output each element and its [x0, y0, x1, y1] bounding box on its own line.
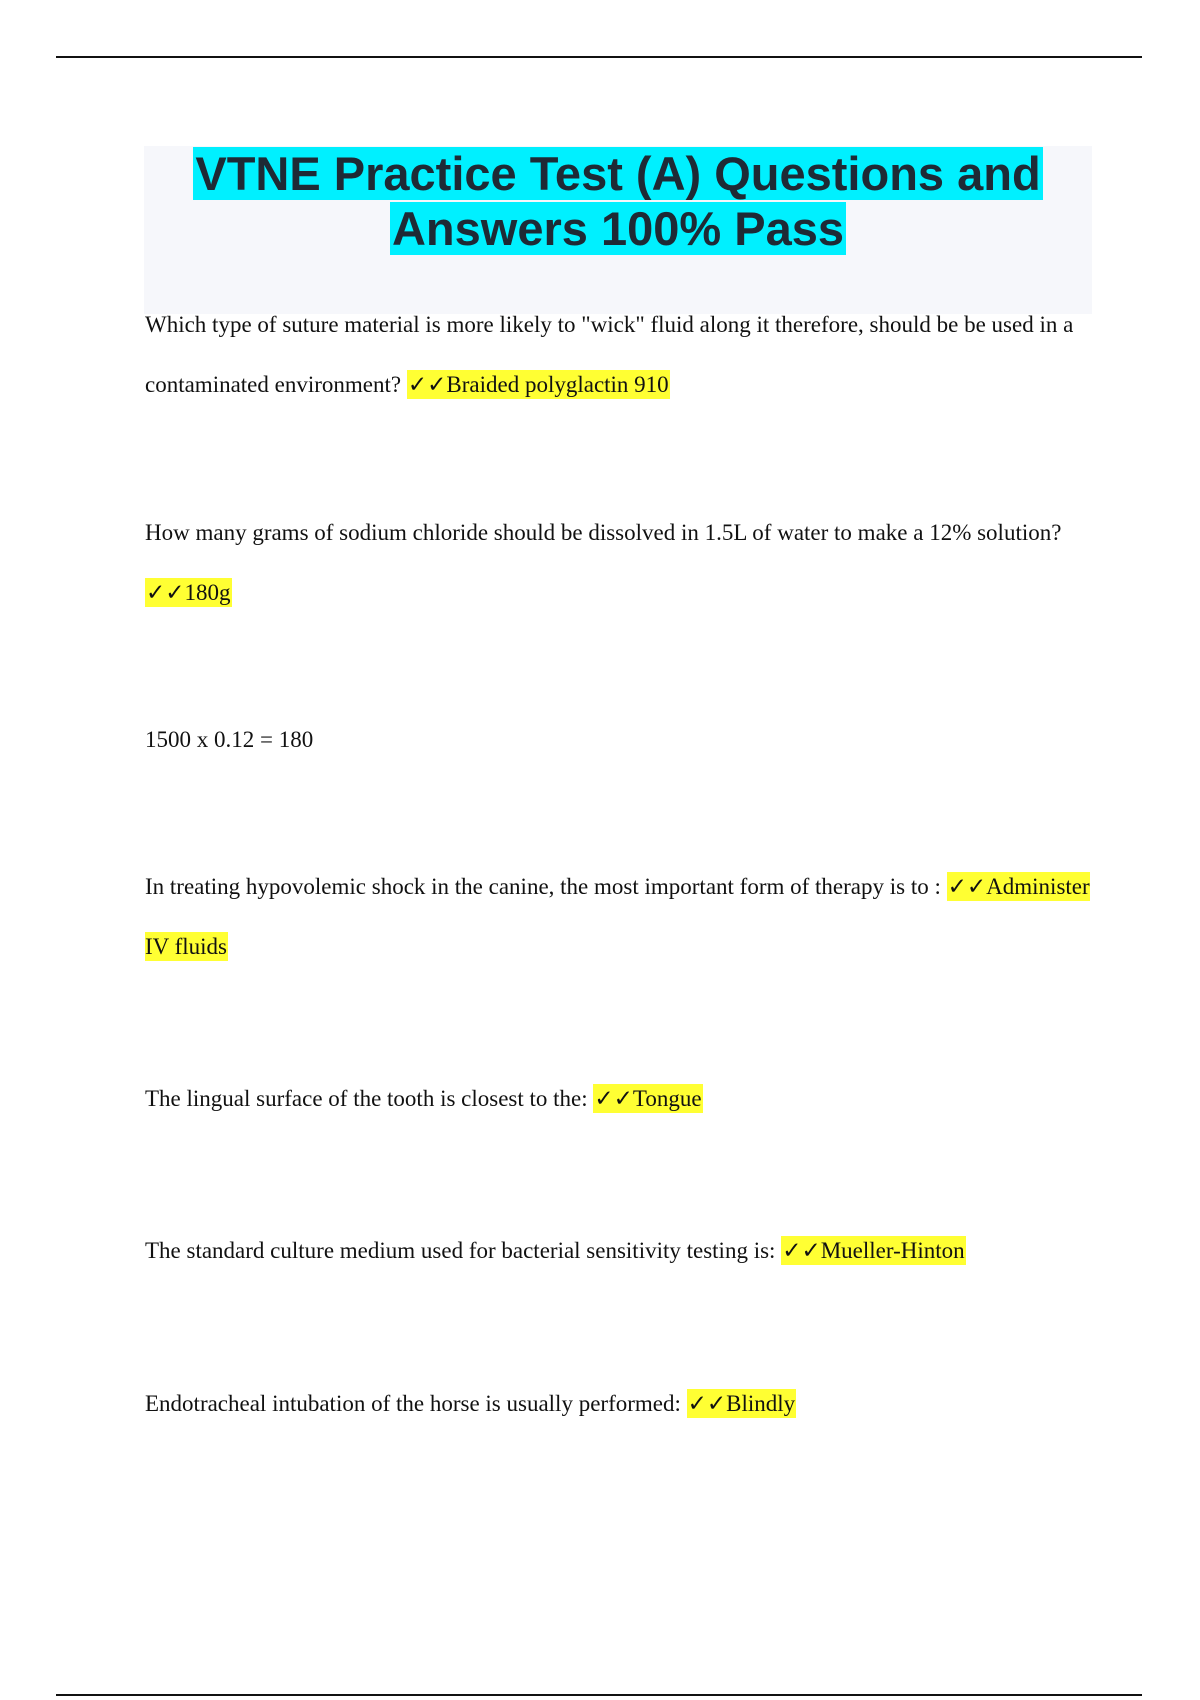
question-2 — [145, 503, 1095, 623]
question-text: The lingual surface of the tooth is closest to the: — [145, 1086, 594, 1111]
document-title — [144, 146, 1092, 314]
footer-rule — [56, 1694, 1142, 1696]
question-text: Which type of suture material is more likely to "wick" fluid along it therefore, should be be used in a contaminated environment? — [145, 312, 1074, 397]
title-line-1: VTNE Practice Test (A) Questions and — [195, 147, 1041, 200]
question-text: In treating hypovolemic shock in the canine, the most important form of therapy is to : — [145, 874, 947, 899]
question-text: The standard culture medium used for bacterial sensitivity testing is: — [145, 1238, 782, 1263]
answer-text: ✓✓Blindly — [687, 1391, 796, 1416]
answer-text: ✓✓Administer IV fluids — [145, 874, 1090, 959]
header-rule — [56, 56, 1142, 58]
answer-text: ✓✓Tongue — [594, 1086, 702, 1111]
answer-text: ✓✓Braided polyglactin 910 — [407, 372, 669, 397]
question-5 — [145, 1221, 1095, 1281]
question-1 — [145, 295, 1095, 415]
note-text: 1500 x 0.12 = 180 — [145, 727, 314, 752]
title-line-2: Answers 100% Pass — [391, 202, 844, 255]
question-3 — [145, 857, 1095, 977]
question-6 — [145, 1374, 1095, 1434]
answer-text: ✓✓Mueller-Hinton — [782, 1238, 965, 1263]
question-4 — [145, 1069, 1095, 1129]
question-text: Endotracheal intubation of the horse is usually performed: — [145, 1391, 687, 1416]
answer-text: ✓✓180g — [146, 580, 231, 605]
question-text: How many grams of sodium chloride should be dissolved in 1.5L of water to make a 12% solution? — [145, 520, 1062, 545]
calculation-note — [145, 710, 1095, 770]
